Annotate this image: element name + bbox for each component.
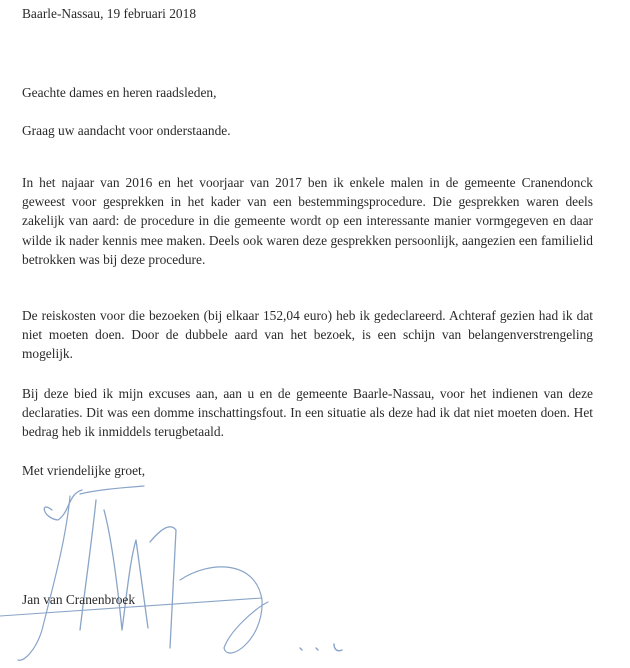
closing: Met vriendelijke groet,: [22, 463, 146, 478]
place-date: Baarle-Nassau, 19 februari 2018: [22, 6, 197, 21]
salutation: Geachte dames en heren raadsleden,: [22, 85, 217, 100]
paragraph-visit: In het najaar van 2016 en het voorjaar van 2017 ben ik enkele malen in de gemeente Cranendonck geweest voor gesprekken in het kader van een bestemmingsprocedure. Die gesprekken waren deels zakelijk van aard: de procedure in die gemeente wordt op een interessante manier vormgegeven en daar wilde ik nader kennis mee maken. Deels ook waren deze gesprekken persoonlijk, aangezien een familielid betrokken was bij deze procedure.: [22, 175, 593, 267]
paragraph-expenses: De reiskosten voor die bezoeken (bij elkaar 152,04 euro) heb ik gedeclareerd. Achteraf gezien had ik dat niet moeten doen. Door de dubbele aard van het bezoek, is een schijn van belangenverstrengeling mogelijk.: [22, 308, 593, 362]
paragraph-apology: Bij deze bied ik mijn excuses aan, aan u en de gemeente Baarle-Nassau, voor het indienen van deze declaraties. Dit was een domme inschattingsfout. In een situatie als deze had ik dat niet moeten doen. Het bedrag heb ik inmiddels terugbetaald.: [22, 386, 593, 440]
signature-image: [0, 480, 360, 668]
signature-strokes: [0, 486, 342, 660]
intro-line: Graag uw aandacht voor onderstaande.: [22, 123, 231, 138]
signer-name: Jan van Cranenbroek: [22, 592, 136, 607]
